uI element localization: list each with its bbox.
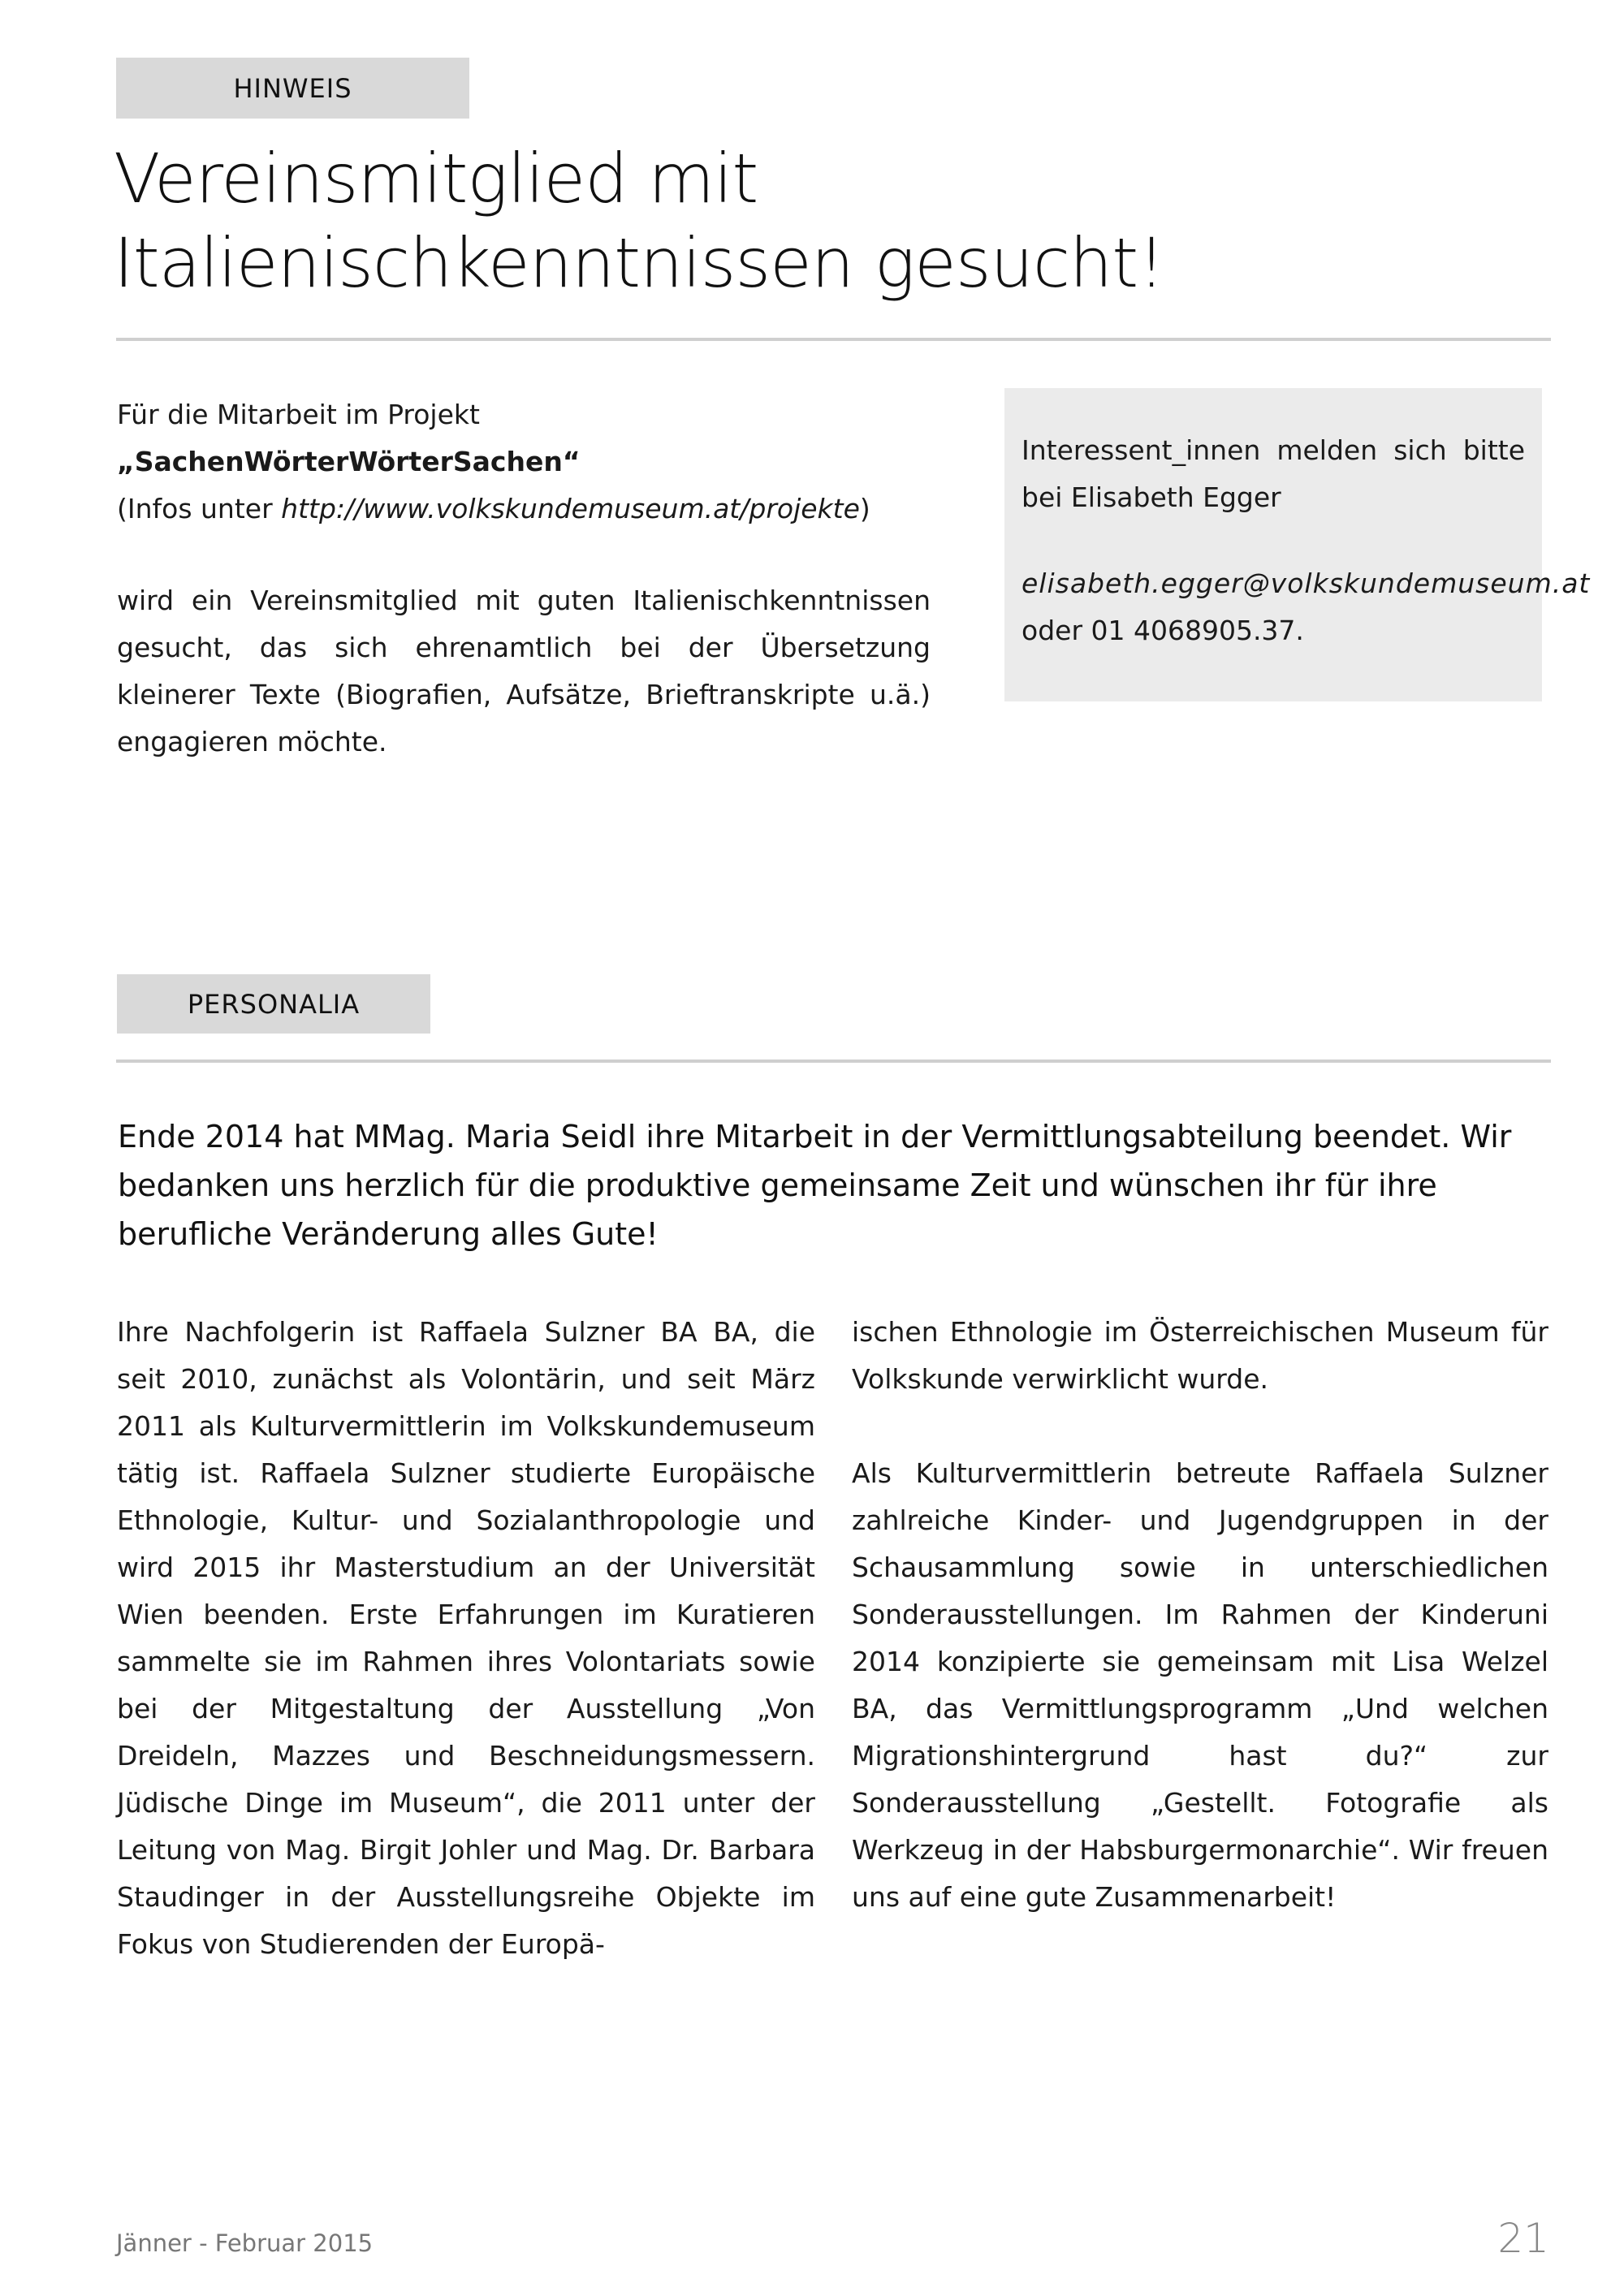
page-number: 21 [1497,2215,1549,2262]
page-title [114,136,1494,305]
section-label-text: PERSONALIA [187,988,361,1020]
article-paragraph: ischen Ethnologie im Österreichischen Museum für Volkskunde verwirklicht wurde. [852,1316,1548,1395]
article-column-right [852,1309,1548,1921]
contact-phone: oder 01 4068905.37. [1021,615,1304,646]
section-label-personalia [117,974,430,1034]
title-line-1: Vereinsmitglied mit [114,139,758,218]
notice-body: wird ein Vereinsmitglied mit guten Italienischkenntnissen gesucht, das sich ehrenamtlich bei der Übersetzung kleinerer Texte (Biografien, Aufsätze, Brieftranskripte u.ä.) engagieren möchte. [117,585,931,757]
contact-email-link[interactable]: elisabeth.egger@volkskundemuseum.at [1021,568,1591,599]
contact-line: Interessent_innen melden sich bitte bei Elisabeth Egger [1021,434,1525,513]
article-column-left [117,1309,815,1968]
project-name: „SachenWörterWörterSachen“ [117,446,581,477]
personalia-lead: Ende 2014 hat MMag. Maria Seidl ihre Mitarbeit in der Vermittlungsabteilung beendet. Wir bedanken uns herzlich für die produktive gemeinsame Zeit und wünschen ihr für ihre berufliche Veränderung alles Gute! [118,1119,1512,1252]
notice-text [117,391,931,766]
project-link[interactable]: http://www.volkskundemuseum.at/projekte [281,493,860,524]
footer-issue-date: Jänner - Februar 2015 [116,2229,374,2257]
contact-details [1021,560,1591,654]
section-label-text: HINWEIS [233,72,352,104]
project-intro: Für die Mitarbeit im Projekt „SachenWörterWörterSachen“ (Infos unter http://www.volkskundemuseum.at/projekte) [117,399,870,524]
section-divider [116,1060,1551,1063]
article-paragraph: Als Kulturvermittlerin betreute Raffaela Sulzner zahlreiche Kinder- und Jugendgruppen in der Schausammlung sowie in unterschiedlichen Sonderausstellungen. Im Rahmen der Kinderuni 2014 konzipierte sie gemeinsam mit Lisa Welzel BA, das Vermittlungsprogramm „Und welchen Migrationshintergrund hast du?“ zur Sonderausstellung „Gestellt. Fotografie als Werkzeug in der Habsburgermonarchie“. Wir freuen uns auf eine gute Zusammenarbeit! [852,1457,1548,1913]
title-line-2: Italienischkenntnissen gesucht! [114,223,1164,303]
article-paragraph: Ihre Nachfolgerin ist Raffaela Sulzner BA BA, die seit 2010, zunächst als Volontärin, und seit März 2011 als Kulturvermittlerin im Volkskundemuseum tätig ist. Raffaela Sulzner studierte Europäische Ethnologie, Kultur- und Sozialanthropologie und wird 2015 ihr Masterstudium an der Universität Wien beenden. Erste Erfahrungen im Kuratieren sammelte sie im Rahmen ihres Volontariats sowie bei der Mitgestaltung der Ausstellung „Von Dreideln, Mazzes und Beschneidungsmessern. Jüdische Dinge im Museum“, die 2011 unter der Leitung von Mag. Birgit Johler und Mag. Dr. Barbara Staudinger in der Ausstellungsreihe Objekte im Fokus von Studierenden der Europä- [117,1316,815,1960]
section-divider [116,338,1551,341]
contact-box [1004,388,1591,701]
section-label-hinweis [116,58,469,119]
